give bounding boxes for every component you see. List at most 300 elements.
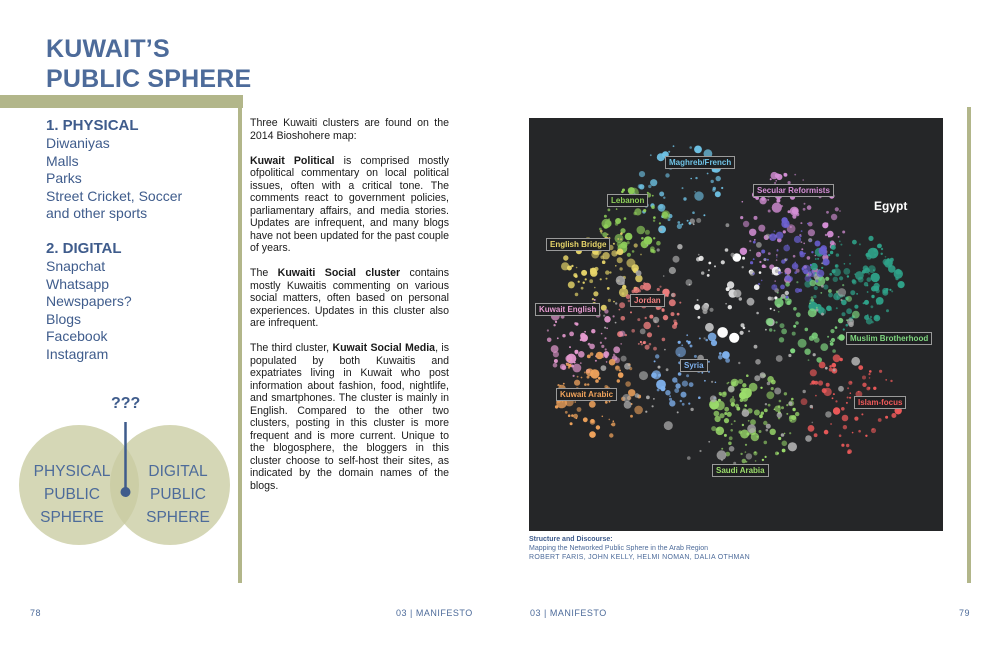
map-node	[729, 446, 735, 452]
map-node	[615, 218, 621, 224]
map-node	[820, 343, 828, 351]
map-node	[889, 289, 891, 291]
map-node	[686, 340, 688, 342]
map-node	[624, 217, 627, 220]
map-node	[821, 313, 824, 316]
map-node	[764, 258, 766, 260]
map-node	[858, 365, 863, 370]
map-node	[721, 459, 723, 461]
map-node	[770, 308, 772, 310]
map-node	[721, 448, 723, 450]
map-node	[808, 229, 815, 236]
map-node	[868, 373, 870, 375]
map-node	[641, 240, 649, 248]
map-node	[672, 324, 677, 329]
map-node	[615, 302, 617, 304]
map-node	[770, 429, 776, 435]
map-node	[774, 230, 776, 232]
map-node	[762, 264, 766, 268]
map-node	[783, 230, 786, 233]
map-node	[666, 368, 669, 371]
map-node	[840, 358, 843, 361]
map-node	[740, 453, 742, 455]
map-node	[740, 248, 747, 255]
map-node	[825, 223, 828, 226]
map-node	[581, 287, 584, 290]
map-node	[831, 245, 836, 250]
map-node	[656, 241, 661, 246]
map-node	[833, 268, 841, 276]
map-node	[611, 422, 615, 426]
map-node	[686, 374, 689, 377]
map-node	[836, 253, 839, 256]
map-node	[671, 312, 675, 316]
map-node	[765, 403, 767, 405]
map-node	[734, 420, 736, 422]
map-node	[788, 354, 791, 357]
map-node	[694, 146, 702, 154]
map-node	[675, 347, 686, 358]
map-node	[637, 318, 640, 321]
map-node	[677, 411, 679, 413]
map-node	[852, 240, 857, 245]
map-node	[605, 355, 608, 358]
map-node	[584, 383, 587, 386]
label-egypt: Egypt	[874, 199, 908, 213]
map-node	[753, 273, 755, 275]
map-node	[717, 327, 728, 338]
map-node	[761, 412, 764, 415]
map-node	[709, 308, 713, 312]
map-node	[823, 284, 828, 289]
map-node	[804, 349, 810, 355]
map-node	[653, 220, 655, 222]
map-node	[832, 397, 834, 399]
map-node	[780, 285, 785, 290]
map-node	[607, 287, 610, 290]
map-node	[716, 176, 721, 181]
map-node	[801, 248, 803, 250]
map-node	[811, 299, 814, 302]
list-item: Street Cricket, Soccer	[46, 187, 183, 204]
map-node	[749, 250, 751, 252]
map-node	[870, 316, 872, 318]
map-node	[754, 410, 760, 416]
map-node	[613, 420, 615, 422]
map-node	[838, 236, 840, 238]
map-node	[710, 395, 717, 402]
map-node	[878, 418, 882, 422]
map-node	[587, 383, 589, 385]
map-node	[791, 415, 796, 420]
map-node	[641, 343, 643, 345]
map-node	[701, 372, 703, 374]
map-node	[664, 421, 673, 430]
map-node	[851, 357, 860, 366]
venn-circle-digital	[110, 425, 230, 545]
map-node	[768, 404, 771, 407]
map-node	[873, 387, 876, 390]
map-node	[895, 277, 898, 280]
map-node	[580, 333, 586, 339]
map-node	[862, 376, 866, 380]
map-node	[774, 330, 776, 332]
map-node	[769, 233, 777, 241]
map-node	[791, 398, 794, 401]
map-node	[619, 331, 625, 337]
map-node	[803, 390, 806, 393]
map-node	[775, 180, 777, 182]
map-node	[756, 252, 761, 257]
map-node	[839, 210, 841, 212]
map-node	[738, 379, 743, 384]
map-node	[750, 261, 753, 264]
map-node	[782, 449, 786, 453]
map-node	[638, 343, 640, 345]
map-node	[562, 334, 565, 337]
map-node	[596, 352, 604, 360]
map-node	[850, 290, 855, 295]
map-node	[776, 259, 778, 261]
map-node	[602, 260, 606, 264]
venn-left-line-1: PHYSICAL	[33, 463, 111, 480]
map-node	[608, 209, 611, 212]
map-node	[837, 337, 840, 340]
map-node	[639, 371, 648, 380]
map-node	[619, 370, 621, 372]
map-node	[792, 215, 796, 219]
map-node	[891, 290, 893, 292]
map-node	[657, 153, 665, 161]
map-node	[680, 400, 682, 402]
map-node	[874, 315, 881, 322]
map-node	[659, 228, 663, 232]
map-node	[881, 253, 883, 255]
map-node	[609, 271, 611, 273]
map-node	[574, 401, 576, 403]
map-node	[698, 396, 701, 399]
map-node	[665, 390, 670, 395]
network-map-image	[529, 118, 943, 531]
map-node	[771, 387, 774, 390]
map-node	[835, 326, 838, 329]
map-node	[566, 354, 576, 364]
label-muslim-brotherhood: Muslim Brotherhood	[846, 332, 932, 345]
map-node	[795, 412, 799, 416]
map-node	[833, 393, 835, 395]
paragraph-text: The third cluster,	[250, 342, 333, 354]
map-node	[658, 366, 661, 369]
map-node	[696, 257, 700, 261]
map-node	[617, 379, 620, 382]
map-node	[591, 329, 595, 333]
map-node	[613, 301, 615, 303]
caption-subtitle: Mapping the Networked Public Sphere in the Arab Region	[529, 545, 708, 552]
map-node	[677, 244, 682, 249]
map-node	[697, 299, 699, 301]
map-node	[784, 392, 787, 395]
map-node	[790, 348, 795, 353]
map-node	[775, 321, 777, 323]
venn-question-marks: ???	[111, 395, 141, 412]
map-node	[744, 404, 747, 407]
map-node	[778, 437, 781, 440]
map-node	[784, 433, 786, 435]
map-node	[678, 341, 681, 344]
map-node	[620, 232, 623, 235]
map-node	[823, 258, 830, 265]
map-node	[742, 257, 745, 260]
map-node	[690, 218, 695, 223]
map-node	[625, 381, 631, 387]
map-node	[569, 332, 574, 337]
map-node	[681, 223, 683, 225]
map-node	[839, 434, 842, 437]
map-node	[626, 259, 635, 268]
map-node	[622, 285, 626, 289]
map-node	[594, 287, 596, 289]
map-node	[842, 312, 846, 316]
map-node	[553, 324, 555, 326]
map-node	[849, 254, 851, 256]
map-node	[769, 328, 772, 331]
map-node	[830, 251, 833, 254]
map-node	[640, 285, 645, 290]
map-node	[776, 250, 778, 252]
map-node	[864, 315, 869, 320]
map-node	[756, 312, 759, 315]
map-node	[657, 248, 660, 251]
map-node	[810, 264, 812, 266]
map-node	[846, 308, 852, 314]
map-node	[624, 363, 631, 370]
map-node	[704, 337, 706, 339]
map-node	[573, 414, 578, 419]
map-node	[555, 405, 558, 408]
map-node	[821, 285, 824, 288]
map-node	[742, 424, 744, 426]
map-node	[665, 173, 669, 177]
map-node	[829, 368, 833, 372]
map-node	[708, 361, 710, 363]
map-node	[852, 311, 860, 319]
map-node	[815, 258, 817, 260]
venn-left-line-2: PUBLIC	[44, 486, 100, 503]
map-node	[728, 305, 732, 309]
map-node	[871, 305, 874, 308]
map-node	[557, 337, 559, 339]
map-node	[765, 329, 767, 331]
map-node	[832, 363, 837, 368]
map-node	[755, 359, 761, 365]
map-node	[652, 250, 655, 253]
map-node	[602, 416, 604, 418]
label-kuwait-english: Kuwait English	[535, 303, 600, 316]
map-node	[568, 364, 571, 367]
title-underline-bar	[0, 95, 243, 108]
map-node	[725, 303, 727, 305]
map-node	[749, 240, 751, 242]
map-node	[748, 330, 750, 332]
map-node	[847, 275, 849, 277]
map-node	[686, 279, 693, 286]
map-node	[799, 251, 803, 255]
map-node	[774, 409, 776, 411]
map-node	[567, 266, 572, 271]
map-node	[730, 398, 736, 404]
map-node	[683, 197, 686, 200]
map-node	[781, 329, 787, 335]
map-node	[871, 428, 876, 433]
map-node	[600, 342, 602, 344]
map-node	[580, 362, 582, 364]
map-node	[859, 243, 861, 245]
map-node	[751, 433, 759, 441]
map-node	[830, 342, 834, 346]
map-node	[715, 382, 717, 384]
map-node	[830, 241, 832, 243]
map-node	[657, 389, 660, 392]
map-node	[854, 305, 858, 309]
title-line-1: KUWAIT’S	[46, 35, 170, 63]
map-node	[625, 233, 633, 241]
map-node	[761, 250, 765, 254]
map-node	[821, 267, 823, 269]
map-node	[652, 195, 654, 197]
map-node	[778, 271, 781, 274]
map-node	[856, 293, 858, 295]
map-node	[613, 315, 615, 317]
map-node	[846, 402, 848, 404]
map-node	[776, 232, 784, 240]
map-node	[606, 328, 608, 330]
map-node	[590, 369, 599, 378]
map-node	[795, 321, 799, 325]
list-item: Malls	[46, 152, 79, 169]
map-node	[768, 210, 771, 213]
map-node	[726, 223, 730, 227]
map-node	[772, 273, 774, 275]
map-node	[754, 375, 760, 381]
map-node	[604, 327, 606, 329]
map-node	[607, 234, 609, 236]
map-node	[764, 409, 768, 413]
map-node	[786, 258, 788, 260]
map-node	[871, 295, 874, 298]
map-node	[829, 273, 832, 276]
map-node	[655, 354, 659, 358]
map-node	[627, 253, 631, 257]
map-node	[803, 208, 806, 211]
map-node	[725, 248, 729, 252]
digital-heading: 2. DIGITAL	[46, 240, 122, 257]
venn-right-line-2: PUBLIC	[150, 486, 206, 503]
map-node	[879, 370, 882, 373]
map-node	[740, 430, 749, 439]
map-node	[701, 271, 704, 274]
map-node	[656, 380, 666, 390]
map-node	[708, 371, 710, 373]
map-node	[622, 282, 625, 285]
map-node	[589, 401, 596, 408]
map-node	[832, 349, 836, 353]
map-node	[721, 392, 726, 397]
map-node	[804, 203, 806, 205]
map-node	[745, 444, 747, 446]
map-node	[729, 436, 733, 440]
map-node	[830, 341, 832, 343]
map-node	[646, 396, 650, 400]
map-node	[620, 238, 622, 240]
map-node	[885, 416, 888, 419]
map-node	[601, 345, 604, 348]
map-node	[753, 258, 755, 260]
map-node	[775, 452, 779, 456]
map-node	[677, 224, 682, 229]
map-node	[858, 430, 861, 433]
map-node	[601, 232, 603, 234]
map-node	[650, 179, 657, 186]
map-node	[677, 313, 680, 316]
map-node	[835, 265, 837, 267]
map-node	[846, 296, 852, 302]
map-node	[689, 382, 694, 387]
map-node	[589, 279, 593, 283]
map-node	[547, 329, 549, 331]
map-node	[766, 318, 774, 326]
map-node	[688, 342, 690, 344]
map-node	[796, 281, 798, 283]
map-node	[645, 317, 647, 319]
map-node	[756, 242, 762, 248]
map-node	[808, 359, 810, 361]
map-node	[600, 230, 603, 233]
map-node	[749, 383, 758, 392]
map-node	[562, 365, 567, 370]
map-node	[712, 188, 715, 191]
map-node	[825, 411, 831, 417]
map-node	[609, 359, 616, 366]
section-label-left: 03 | MANIFESTO	[396, 608, 473, 618]
map-node	[574, 380, 580, 386]
map-node	[669, 299, 676, 306]
map-node	[891, 413, 896, 418]
map-node	[842, 231, 845, 234]
map-node	[869, 377, 871, 379]
map-node	[754, 239, 756, 241]
map-node	[796, 312, 801, 317]
map-node	[576, 418, 578, 420]
map-node	[569, 346, 571, 348]
map-node	[705, 323, 714, 332]
map-node	[659, 286, 661, 288]
map-node	[835, 207, 839, 211]
map-node	[652, 405, 654, 407]
map-node	[873, 248, 877, 252]
map-node	[578, 281, 580, 283]
map-node	[634, 406, 643, 415]
map-node	[841, 407, 845, 411]
list-item: Whatsapp	[46, 275, 110, 292]
map-node	[675, 383, 680, 388]
map-node	[663, 197, 665, 199]
map-node	[828, 293, 833, 298]
map-node	[694, 191, 703, 200]
map-node	[801, 241, 803, 243]
map-node	[719, 352, 722, 355]
map-node	[802, 267, 805, 270]
map-node	[645, 345, 650, 350]
